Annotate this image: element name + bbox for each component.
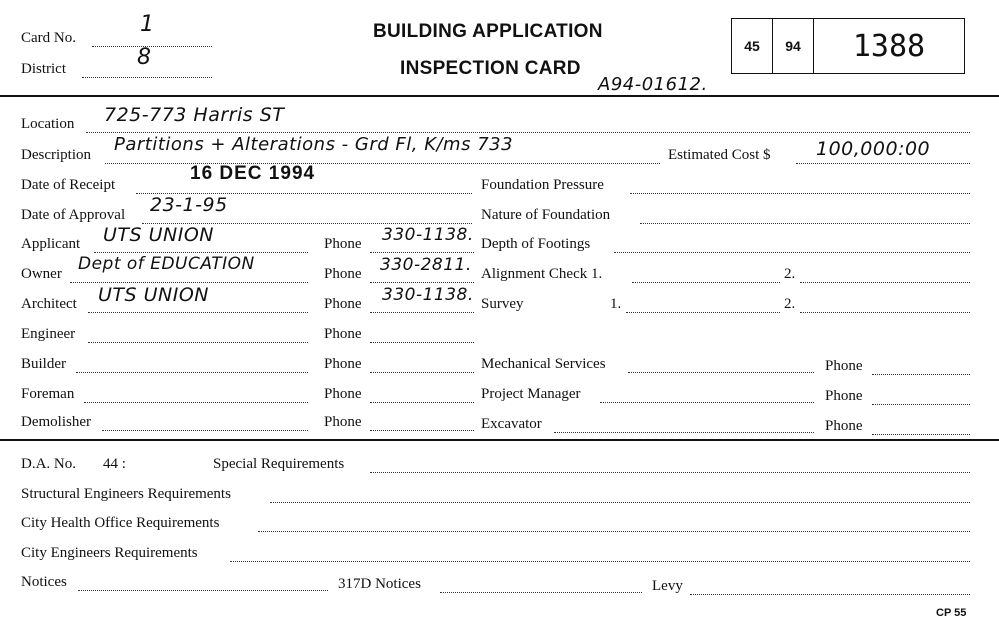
- engineer-phone-dots: [370, 342, 474, 343]
- owner-phone-label: Phone: [324, 266, 362, 282]
- nature-foundation-dots: [640, 223, 970, 224]
- health-dots: [258, 531, 970, 532]
- owner-value: Dept of EDUCATION: [78, 254, 255, 274]
- form-code: CP 55: [936, 607, 967, 619]
- architect-dots: [88, 312, 308, 313]
- depth-footings-label: Depth of Footings: [481, 236, 591, 252]
- location-value: 725-773 Harris ST: [104, 104, 285, 126]
- excavator-label: Excavator: [481, 416, 542, 432]
- approval-label: Date of Approval: [21, 207, 126, 223]
- app-number: A94-01612.: [598, 74, 708, 95]
- applicant-value: UTS UNION: [103, 224, 215, 246]
- builder-dots: [76, 372, 308, 373]
- box-cell-1: 45: [732, 19, 773, 73]
- survey-label: Survey: [481, 296, 524, 312]
- survey-1-label: 1.: [610, 296, 622, 312]
- nature-foundation-label: Nature of Foundation: [481, 207, 611, 223]
- foreman-phone-dots: [370, 402, 474, 403]
- district-value: 8: [137, 45, 152, 70]
- owner-dots: [70, 282, 308, 283]
- alignment-2-label: 2.: [784, 266, 796, 282]
- foundation-pressure-dots: [630, 193, 970, 194]
- architect-phone-dots: [370, 312, 474, 313]
- applicant-phone-value: 330-1138.: [382, 225, 474, 245]
- applicant-phone-dots: [370, 252, 474, 253]
- excavator-phone-label: Phone: [825, 418, 863, 434]
- requirements-divider: [0, 439, 999, 441]
- location-dots: [86, 132, 970, 133]
- description-label: Description: [21, 147, 91, 163]
- receipt-stamp: 16 DEC 1994: [190, 163, 316, 184]
- architect-phone-value: 330-1138.: [382, 285, 474, 305]
- est-cost-label: Estimated Cost $: [668, 147, 771, 163]
- alignment-label: Alignment Check 1.: [481, 266, 603, 282]
- description-value: Partitions + Alterations - Grd Fl, K/ms 733: [114, 134, 514, 155]
- est-cost-value: 100,000:00: [816, 138, 931, 160]
- da-value: 44 :: [103, 456, 126, 472]
- demolisher-label: Demolisher: [21, 414, 91, 430]
- alignment-dots-2: [800, 282, 970, 283]
- builder-phone-dots: [370, 372, 474, 373]
- card-number-box: [731, 18, 965, 74]
- pm-phone-dots: [872, 404, 970, 405]
- structural-dots: [270, 502, 970, 503]
- notices-label: Notices: [21, 574, 67, 590]
- district-dots: [82, 77, 212, 78]
- survey-dots-2: [800, 312, 970, 313]
- notices317-dots: [440, 592, 642, 593]
- receipt-label: Date of Receipt: [21, 177, 116, 193]
- pm-phone-label: Phone: [825, 388, 863, 404]
- pm-label: Project Manager: [481, 386, 581, 402]
- survey-2-label: 2.: [784, 296, 796, 312]
- survey-dots-1: [626, 312, 780, 313]
- foreman-phone-label: Phone: [324, 386, 362, 402]
- card-no-label: Card No.: [21, 30, 76, 46]
- applicant-label: Applicant: [21, 236, 81, 252]
- description-dots: [105, 163, 660, 164]
- applicant-phone-label: Phone: [324, 236, 362, 252]
- mech-phone-label: Phone: [825, 358, 863, 374]
- demolisher-phone-label: Phone: [324, 414, 362, 430]
- engineer-label: Engineer: [21, 326, 76, 342]
- architect-value: UTS UNION: [98, 284, 210, 306]
- box-number: 1388: [852, 28, 926, 64]
- header-divider: [0, 95, 999, 97]
- architect-phone-label: Phone: [324, 296, 362, 312]
- special-dots: [370, 472, 970, 473]
- alignment-dots-1: [632, 282, 780, 283]
- owner-phone-dots: [370, 282, 474, 283]
- owner-label: Owner: [21, 266, 62, 282]
- est-cost-dots: [796, 163, 970, 164]
- owner-phone-value: 330-2811.: [380, 255, 472, 275]
- card-no-value: 1: [140, 12, 155, 37]
- city-eng-dots: [230, 561, 970, 562]
- mech-label: Mechanical Services: [481, 356, 606, 372]
- builder-label: Builder: [21, 356, 66, 372]
- foreman-dots: [84, 402, 308, 403]
- title-line1: BUILDING APPLICATION: [373, 21, 603, 42]
- location-label: Location: [21, 116, 75, 132]
- depth-footings-dots: [614, 252, 970, 253]
- city-eng-label: City Engineers Requirements: [21, 545, 198, 561]
- notices-dots: [78, 590, 328, 591]
- notices317-label: 317D Notices: [338, 576, 421, 592]
- demolisher-dots: [102, 430, 308, 431]
- da-label: D.A. No.: [21, 456, 76, 472]
- excavator-phone-dots: [872, 434, 970, 435]
- mech-dots: [628, 372, 814, 373]
- health-label: City Health Office Requirements: [21, 515, 220, 531]
- mech-phone-dots: [872, 374, 970, 375]
- builder-phone-label: Phone: [324, 356, 362, 372]
- applicant-dots: [94, 252, 308, 253]
- foundation-pressure-label: Foundation Pressure: [481, 177, 604, 193]
- engineer-dots: [88, 342, 308, 343]
- levy-label: Levy: [652, 578, 683, 594]
- district-label: District: [21, 61, 66, 77]
- foreman-label: Foreman: [21, 386, 75, 402]
- structural-label: Structural Engineers Requirements: [21, 486, 231, 502]
- excavator-dots: [554, 432, 814, 433]
- special-label: Special Requirements: [213, 456, 345, 472]
- title-line2: INSPECTION CARD: [400, 58, 581, 79]
- approval-value: 23-1-95: [150, 194, 228, 216]
- engineer-phone-label: Phone: [324, 326, 362, 342]
- architect-label: Architect: [21, 296, 77, 312]
- levy-dots: [690, 594, 970, 595]
- demolisher-phone-dots: [370, 430, 474, 431]
- box-cell-2: 94: [773, 19, 814, 73]
- card-no-dots: [92, 46, 212, 47]
- pm-dots: [600, 402, 814, 403]
